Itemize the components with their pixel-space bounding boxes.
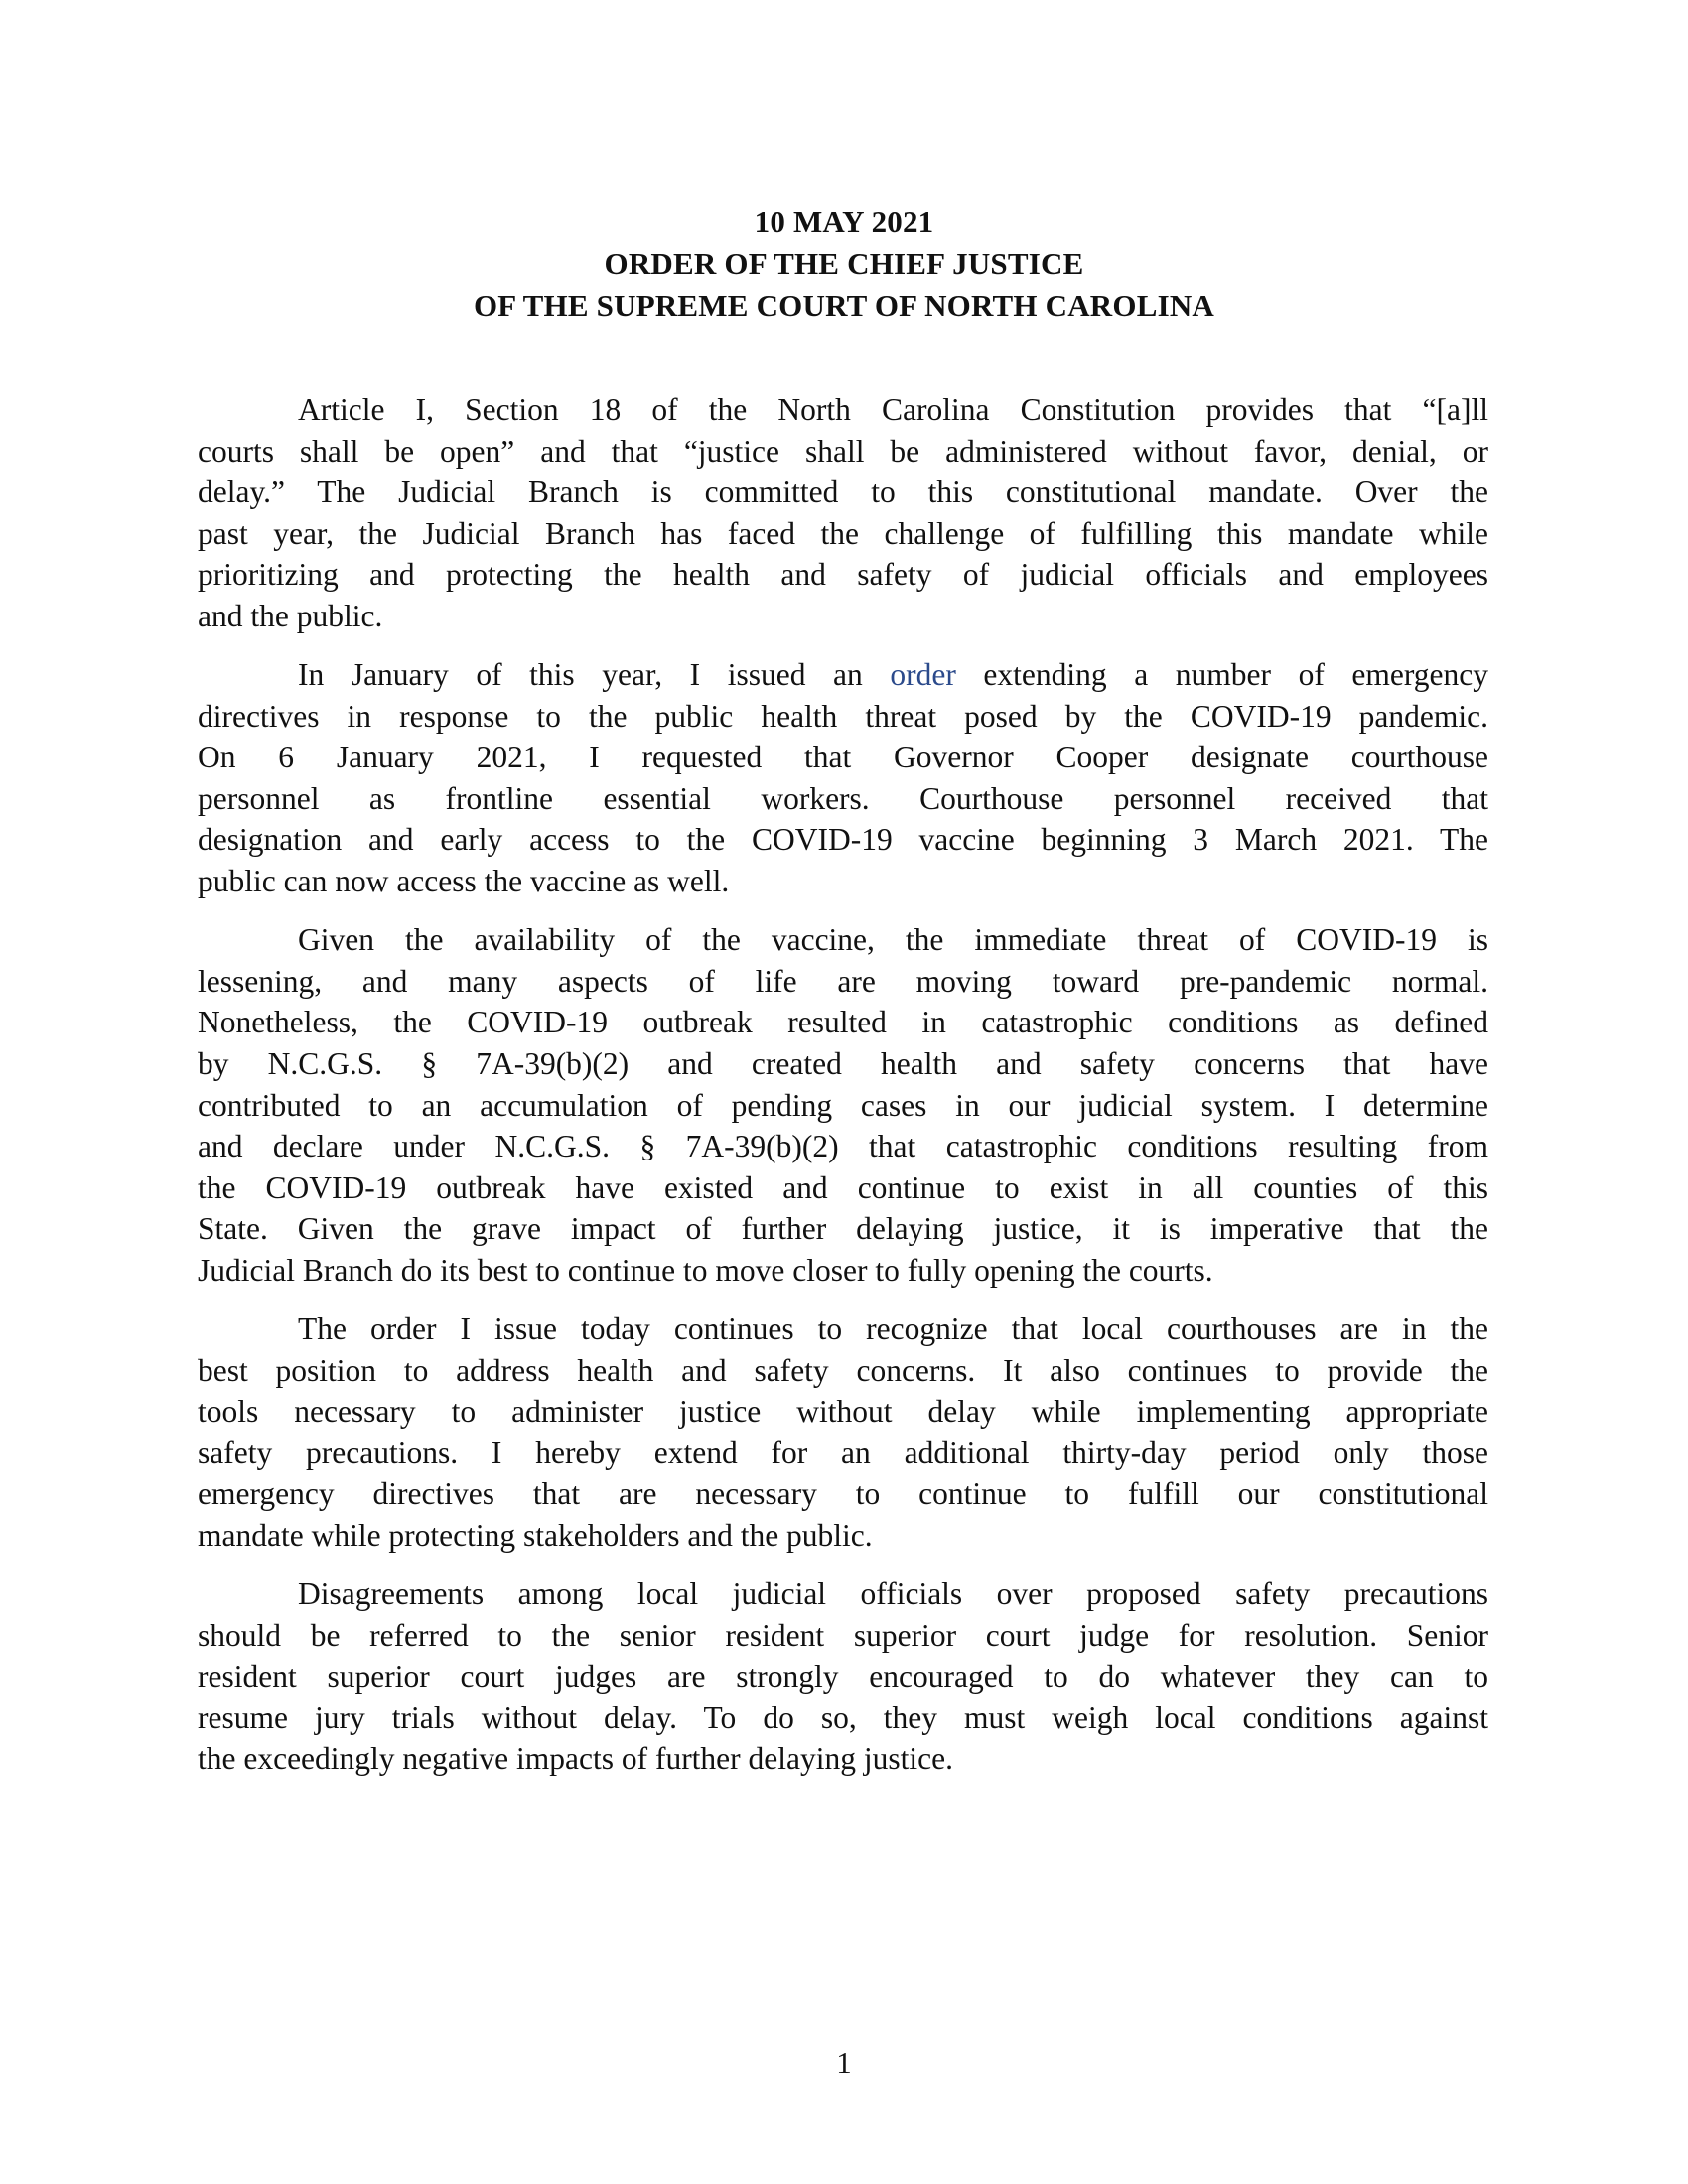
court-name: OF THE SUPREME COURT OF NORTH CAROLINA <box>473 288 1215 323</box>
text-line: designation and early access to the COVID-19 vaccine beginning 3 March 2021. The <box>198 822 1488 858</box>
order-heading: ORDER OF THE CHIEF JUSTICE <box>604 246 1084 281</box>
text-line <box>198 654 1488 696</box>
text-line: best position to address health and safety concerns. It also continues to provide the <box>198 1352 1488 1388</box>
text-line: should be referred to the senior resident superior court judge for resolution. Senior <box>198 1617 1488 1653</box>
text-line: Nonetheless, the COVID-19 outbreak resulted in catastrophic conditions as defined <box>198 1005 1488 1040</box>
text-line: past year, the Judicial Branch has faced the challenge of fulfilling this mandate while <box>198 515 1488 551</box>
text-line: The order I issue today continues to recognize that local courthouses are in the <box>298 1310 1488 1346</box>
text-line: Given the availability of the vaccine, the immediate threat of COVID-19 is <box>298 922 1488 958</box>
text-line: Article I, Section 18 of the North Carolina Constitution provides that “[a]ll <box>298 392 1488 427</box>
text-line: On 6 January 2021, I requested that Governor Cooper designate courthouse <box>198 740 1488 775</box>
paragraph-order-extension <box>198 1308 1488 1557</box>
text-line: safety precautions. I hereby extend for an additional thirty-day period only those <box>198 1434 1488 1470</box>
text-line: prioritizing and protecting the health and safety of judicial officials and employees <box>198 557 1488 593</box>
text-line: public can now access the vaccine as well. <box>198 864 730 899</box>
text-line: tools necessary to administer justice without delay while implementing appropriate <box>198 1394 1488 1430</box>
text-line: Judicial Branch do its best to continue to move closer to fully opening the courts. <box>198 1252 1213 1288</box>
text-line: courts shall be open” and that “justice shall be administered without favor, denial, or <box>198 433 1488 469</box>
text-line: the COVID-19 outbreak have existed and continue to exist in all counties of this <box>198 1169 1488 1205</box>
paragraph-catastrophic-conditions <box>198 919 1488 1291</box>
text-line: resume jury trials without delay. To do so, they must weigh local conditions against <box>198 1700 1488 1735</box>
text-line: directives in response to the public health threat posed by the COVID-19 pandemic. <box>198 698 1488 734</box>
text-line: personnel as frontline essential workers. Courthouse personnel received that <box>198 780 1488 816</box>
text-line: State. Given the grave impact of further delaying justice, it is imperative that the <box>198 1211 1488 1247</box>
text-line: lessening, and many aspects of life are moving toward pre-pandemic normal. <box>198 963 1488 999</box>
paragraph-january-order <box>198 654 1488 902</box>
order-link[interactable]: order <box>890 657 956 693</box>
document-title <box>0 202 1688 327</box>
text-line: contributed to an accumulation of pending cases in our judicial system. I determine <box>198 1087 1488 1123</box>
paragraph-disagreements <box>198 1573 1488 1780</box>
page-number: 1 <box>836 2045 852 2080</box>
text-segment: extending a number of emergency <box>955 657 1488 693</box>
text-line: Disagreements among local judicial officials over proposed safety precautions <box>298 1576 1488 1612</box>
text-line: and declare under N.C.G.S. § 7A-39(b)(2) that catastrophic conditions resulting from <box>198 1129 1488 1164</box>
text-line: by N.C.G.S. § 7A-39(b)(2) and created health and safety concerns that have <box>198 1045 1488 1081</box>
text-line: and the public. <box>198 598 383 633</box>
paragraph-constitutional-mandate <box>198 389 1488 637</box>
text-line: resident superior court judges are strongly encouraged to do whatever they can to <box>198 1659 1488 1695</box>
text-line: mandate while protecting stakeholders and the public. <box>198 1517 873 1553</box>
text-segment: In January of this year, I issued an <box>298 657 891 693</box>
text-line: the exceedingly negative impacts of further delaying justice. <box>198 1741 953 1777</box>
order-date: 10 MAY 2021 <box>754 205 934 239</box>
document-body <box>198 389 1488 1798</box>
text-line: emergency directives that are necessary to continue to fulfill our constitutional <box>198 1476 1488 1512</box>
text-line: delay.” The Judicial Branch is committed to this constitutional mandate. Over the <box>198 475 1488 510</box>
